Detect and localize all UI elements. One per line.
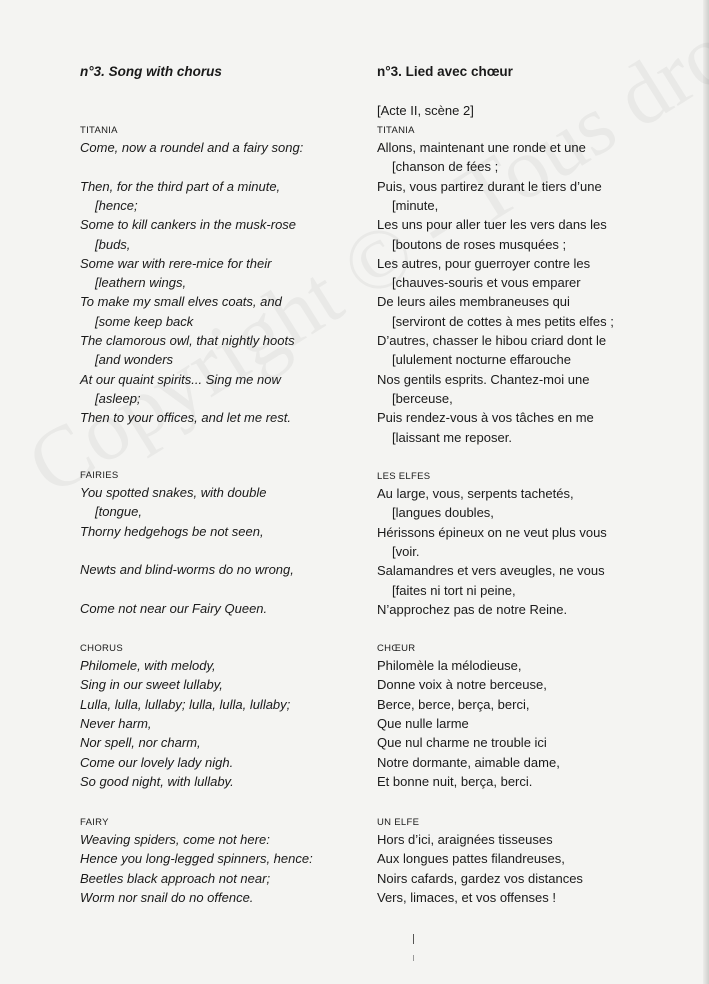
verse-line: Vers, limaces, et vos offenses ! <box>377 889 556 905</box>
verse-line: [boutons de roses musquées ; <box>392 236 567 252</box>
verse-line: Never harm, <box>80 715 152 731</box>
verse-line: Philomèle la mélodieuse, <box>377 658 522 673</box>
verse-line: Et bonne nuit, berça, berci. <box>377 773 533 789</box>
speaker-label: CHORUS <box>80 643 123 654</box>
verse-line: Hors d’ici, araignées tisseuses <box>377 832 553 847</box>
verse-line: [buds, <box>95 236 131 252</box>
verse-line: Puis rendez-vous à vos tâches en me <box>377 410 594 426</box>
verse-line: [hence; <box>95 197 138 213</box>
verse-line: At our quaint spirits... Sing me now <box>80 371 281 387</box>
verse-line: Hence you long-legged spinners, hence: <box>80 851 313 867</box>
verse-line: Worm nor snail do no offence. <box>80 889 254 905</box>
verse-line: De leurs ailes membraneuses qui <box>377 294 570 310</box>
verse-line: Beetles black approach not near; <box>80 870 271 886</box>
french-heading: n°3. Lied avec chœur <box>377 64 513 79</box>
verse-line: [asleep; <box>95 390 141 406</box>
verse-line: [faites ni tort ni peine, <box>392 582 516 598</box>
verse-line: Thorny hedgehogs be not seen, <box>80 523 264 539</box>
verse-line: Salamandres et vers aveugles, ne vous <box>377 563 605 579</box>
verse-line: Nos gentils esprits. Chantez-moi une <box>377 371 590 387</box>
english-heading: n°3. Song with chorus <box>80 64 222 79</box>
speaker-label: CHŒUR <box>377 643 416 654</box>
stage-direction: [Acte II, scène 2] <box>377 103 474 118</box>
verse-line: [langues doubles, <box>392 505 494 521</box>
verse-line: [chauves-souris et vous emparer <box>392 275 581 291</box>
verse-line: Hérissons épineux on ne veut plus vous <box>377 524 607 540</box>
verse-line: Come, now a roundel and a fairy song: <box>80 140 304 155</box>
verse-line: Philomele, with melody, <box>80 658 216 673</box>
verse-line: Lulla, lulla, lullaby; lulla, lulla, lullaby; <box>80 696 291 712</box>
verse-line: [laissant me reposer. <box>392 429 512 445</box>
verse-line: [leathern wings, <box>95 275 187 291</box>
verse-line: N’approchez pas de notre Reine. <box>377 601 568 617</box>
verse-line: Allons, maintenant une ronde et une <box>377 140 586 155</box>
verse-line: [ululement nocturne effarouche <box>392 352 571 368</box>
verse-line: Que nul charme ne trouble ici <box>377 735 547 751</box>
verse-line: Noirs cafards, gardez vos distances <box>377 870 583 886</box>
verse-line: Some war with rere-mice for their <box>80 255 272 271</box>
verse-line: Donne voix à notre berceuse, <box>377 677 547 693</box>
verse-line: [voir. <box>392 543 420 559</box>
verse-line: Then to your offices, and let me rest. <box>80 410 291 426</box>
verse-line: [chanson de fées ; <box>392 159 499 175</box>
speaker-label: UN ELFE <box>377 817 420 828</box>
verse-line: Aux longues pattes filandreuses, <box>377 851 565 867</box>
verse-line: Les uns pour aller tuer les vers dans les <box>377 217 607 233</box>
verse-line: D’autres, chasser le hibou criard dont le <box>377 333 607 348</box>
verse-line: To make my small elves coats, and <box>80 294 282 310</box>
speaker-label: FAIRY <box>80 817 109 828</box>
verse-line: The clamorous owl, that nightly hoots <box>80 333 295 348</box>
verse-line: Come our lovely lady nigh. <box>80 754 234 770</box>
verse-line: Puis, vous partirez durant le tiers d’une <box>377 178 602 194</box>
verse-line: Come not near our Fairy Queen. <box>80 600 268 616</box>
speaker-label: TITANIA <box>377 125 415 136</box>
verse-line: Weaving spiders, come not here: <box>80 832 270 847</box>
verse-line: Then, for the third part of a minute, <box>80 178 281 194</box>
verse-line: [and wonders <box>95 352 174 368</box>
verse-line: You spotted snakes, with double <box>80 485 267 500</box>
verse-line: Au large, vous, serpents tachetés, <box>377 486 574 501</box>
verse-line: Nor spell, nor charm, <box>80 735 201 751</box>
verse-line: Newts and blind-worms do no wrong, <box>80 562 294 578</box>
page-mark <box>413 934 414 944</box>
speaker-label: LES ELFES <box>377 471 431 482</box>
page-mark-small <box>413 955 414 961</box>
speaker-label: TITANIA <box>80 125 118 136</box>
verse-line: [serviront de cottes à mes petits elfes ; <box>392 313 614 329</box>
verse-line: Sing in our sweet lullaby, <box>80 677 223 693</box>
verse-line: [berceuse, <box>392 390 453 406</box>
verse-line: Les autres, pour guerroyer contre les <box>377 255 591 271</box>
speaker-label: FAIRIES <box>80 470 119 481</box>
verse-line: [tongue, <box>95 504 142 520</box>
verse-line: Que nulle larme <box>377 715 469 731</box>
verse-line: So good night, with lullaby. <box>80 773 234 789</box>
verse-line: Some to kill cankers in the musk-rose <box>80 217 297 233</box>
verse-line: Berce, berce, berça, berci, <box>377 696 530 712</box>
verse-line: Notre dormante, aimable dame, <box>377 754 560 770</box>
page-edge-shadow <box>703 0 709 984</box>
verse-line: [minute, <box>392 197 439 213</box>
verse-line: [some keep back <box>95 313 194 329</box>
